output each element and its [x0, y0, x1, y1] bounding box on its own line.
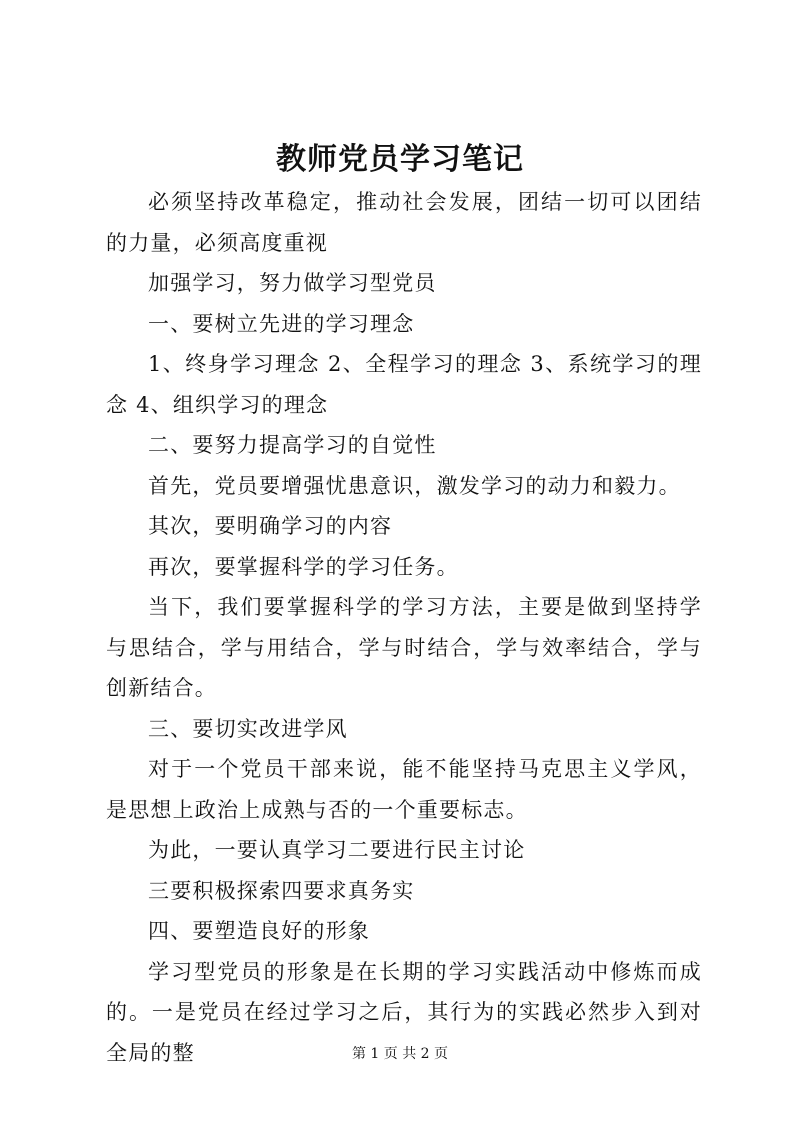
paragraph-10: 三要积极探索四要求真务实 [148, 878, 415, 903]
paragraph-6: 再次，要掌握科学的学习任务。 [148, 554, 459, 579]
paragraph-7: 当下，我们要掌握科学的学习方法，主要是做到坚持学与思结合，学与用结合，学与时结合，学与效率结合，学与创新结合。 [106, 595, 702, 700]
paragraph-5: 其次，要明确学习的内容 [148, 514, 393, 538]
heading-2: 二、要努力提高学习的自觉性 [148, 433, 437, 457]
heading-1: 一、要树立先进的学习理念 [148, 311, 415, 336]
document-title: 教师党员学习笔记 [276, 142, 524, 177]
heading-4: 四、要塑造良好的形象 [148, 919, 370, 943]
paragraph-9: 为此，一要认真学习二要进行民主讨论 [148, 838, 526, 862]
paragraph-11: 学习型党员的形象是在长期的学习实践活动中修炼而成的。一是党员在经过学习之后，其行为的实践必然步入到对全局的整 [106, 959, 702, 1065]
paragraph-4: 首先，党员要增强忧患意识，激发学习的动力和毅力。 [148, 473, 681, 498]
page-number-footer: 第 1 页 共 2 页 [351, 1046, 449, 1062]
heading-3: 三、要切实改进学风 [148, 716, 348, 741]
paragraph-8: 对于一个党员干部来说，能不能坚持马克思主义学风，是思想上政治上成熟与否的一个重要标志。 [106, 757, 702, 822]
document-body [106, 182, 702, 1073]
paragraph-3: 1、终身学习理念 2、全程学习的理念 3、系统学习的理念 4、组织学习的理念 [106, 352, 702, 417]
paragraph-2: 加强学习，努力做学习型党员 [148, 271, 437, 295]
paragraph-1: 必须坚持改革稳定，推动社会发展，团结一切可以团结的力量，必须高度重视 [106, 190, 702, 255]
